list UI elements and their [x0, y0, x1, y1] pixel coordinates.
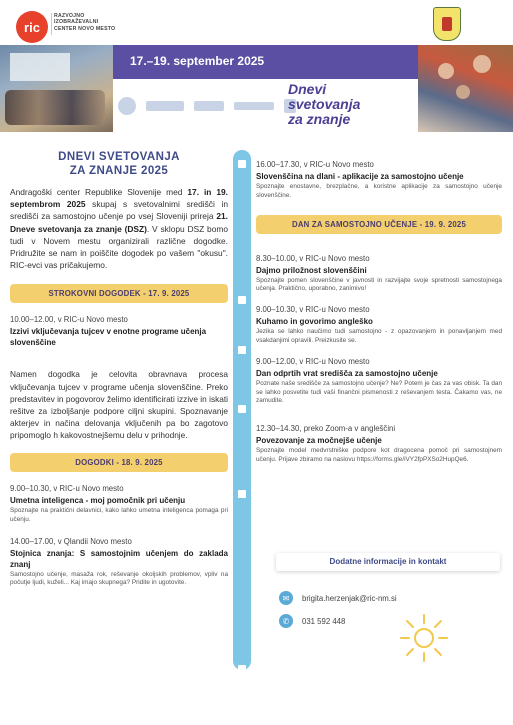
event-title: Umetna inteligenca - moj pomočnik pri učenju [10, 495, 186, 505]
page-title-line: ZA ZNANJE 2025 [69, 165, 169, 177]
header [0, 0, 513, 44]
logo-line-1: RAZVOJNO [54, 13, 85, 19]
event-title: Dajmo priložnost slovenščini [256, 265, 367, 275]
partner-logo-icon [146, 101, 184, 111]
timeline-marker [238, 665, 246, 673]
partner-logo-icon [118, 97, 136, 115]
banner-dates: 17.–19. september 2025 [130, 54, 265, 68]
contact-email-row[interactable] [279, 591, 397, 605]
event-description: Spoznajte na praktični delavnici, kako lahko umetna inteligenca pomaga pri učenju. [10, 506, 228, 523]
event-title: Kuhamo in govorimo angleško [256, 317, 373, 327]
email-icon: ✉ [279, 591, 293, 605]
intro-text-segment: skupaj s svetovalnimi središči in središči za samostojno učenje po vsej Sloveniji prireja [10, 199, 228, 222]
contact-email[interactable]: brigita.herzenjak@ric-nm.si [302, 593, 397, 603]
event-description: Samostojno učenje, masaža rok, reševanje okoljskih problemov, vpliv na počutje ljudi, kuželi... Kaj imajo skupnega? Pridite in ugotovite. [10, 570, 228, 587]
intro-text-segment: . V sklopu DSZ bomo tudi v Novem mestu organizirali različne dogodke. Pridružite se nam in poiščite dogodek po vašem "okusu". RIC-evci vas pričakujemo. [10, 223, 228, 271]
event-title: Slovenščina na dlani - aplikacije za samostojno učenje [256, 172, 464, 181]
event-time: 9.00–12.00, v RIC-u Novo mesto [256, 356, 370, 366]
intro-text-segment: 17. in 19. septembrom 2025 [10, 187, 228, 210]
left-column [10, 150, 228, 588]
intro-paragraph [10, 186, 228, 271]
banner-title-line: Dnevi [288, 81, 327, 97]
timeline-marker [238, 160, 246, 168]
partner-logo-icon [194, 101, 224, 111]
banner-title-line: za znanje [288, 111, 351, 127]
section-header-strokovni: STROKOVNI DOGODEK - 17. 9. 2025 [10, 284, 228, 303]
event-description: Namen dogodka je celovita obravnava procesa vključevanja tujcev v programe učenja slovenščine. Preko predstavitev in pogovorov želimo identificirati izzive in iskati rešitve za izboljšanje podpore ciljni skupini. Spoznavanje akterjev in načina delovanja vključenih pa bo zagotovo pripomoglo h kakovostnejšemu delu v prihodnje. [10, 369, 228, 440]
banner-title [288, 82, 410, 130]
event-time: 12.30–14.30, preko Zoom-a v angleščini [256, 424, 396, 434]
event-title: Izzivi vključevanja tujcev v enotne programe učenja slovenščine [10, 327, 207, 348]
phone-icon: ✆ [279, 614, 293, 628]
novo-mesto-crest-icon [433, 7, 461, 41]
right-column [256, 150, 502, 465]
contact-phone[interactable]: 031 592 448 [302, 616, 346, 626]
event-time: 14.00–17.00, v Qlandii Novo mesto [10, 536, 132, 546]
banner-photo-people [418, 45, 513, 132]
timeline-marker [238, 405, 246, 413]
sun-icon [398, 612, 450, 664]
event-description: Spoznajte model medvrstniške podpore kot dragocena pomoč pri samostojnem učenju. Prijave zbiramo na naslovu https://forms.gle/iVY2fpPXSo2HupQe6. [256, 447, 502, 463]
banner-photo-classroom [0, 45, 113, 132]
page-title [10, 150, 228, 178]
event-description: Spoznajte pomen slovenščine v javnosti in razvijajte svoje spretnosti samostojnega učenja. Praktično, uporabno, zanimivo! [256, 276, 502, 293]
banner-title-line: svetovanja [288, 96, 361, 112]
logo-line-3: CENTER NOVO MESTO [54, 25, 116, 32]
timeline-marker [238, 490, 246, 498]
event-title: Stojnica znanja: S samostojnim učenjem do zaklada znanj [10, 548, 228, 569]
timeline-marker [238, 346, 246, 354]
contact-header: Dodatne informacije in kontakt [276, 553, 500, 571]
intro-text-segment: 21. Dneve svetovanja za znanje (DSZ) [10, 211, 228, 234]
event-description: Poznate naše središče za samostojno učenje? Ne? Potem je čas za vas obisk. Ta dan se lahko posvetite tudi vaši finančni pismenosti z reševanjem testa. Čakamo vas, ne zamudite. [256, 379, 502, 405]
event-title: Dan odprtih vrat središča za samostojno učenje [256, 368, 438, 378]
ric-logo: ric [16, 11, 48, 43]
event-banner [0, 45, 513, 132]
partner-logo-icon [234, 102, 274, 110]
event-description: Spoznajte enostavne, brezplačne, a koristne aplikacije za samostojno učenje slovenščine. [256, 183, 502, 199]
event-time: 9.00–10.30, v RIC-u Novo mesto [10, 483, 124, 493]
logo-divider [51, 13, 52, 35]
event-time: 10.00–12.00, v RIC-u Novo mesto [10, 315, 128, 325]
event-title: Povezovanje za močnejše učenje [256, 436, 382, 446]
event-time: 16.00–17.30, v RIC-u Novo mesto [256, 160, 374, 169]
event-description: Jezika se lahko naučimo tudi samostojno - z opazovanjem in ponavljanjem med vsakdanjimi opravili. Preizkusite se. [256, 328, 502, 344]
section-header-samostojno: DAN ZA SAMOSTOJNO UČENJE - 19. 9. 2025 [256, 215, 502, 234]
contact-phone-row[interactable] [279, 614, 345, 628]
event-time: 9.00–10.30, v RIC-u Novo mesto [256, 305, 370, 315]
ric-logo-text [54, 13, 115, 32]
section-header-dogodki: DOGODKI - 18. 9. 2025 [10, 453, 228, 472]
intro-text-segment: Andragoški center Republike Slovenije med [10, 187, 188, 197]
partner-logos [118, 97, 296, 115]
logo-line-2: IZOBRAŽEVALNI [54, 19, 99, 26]
page-title-line: DNEVI SVETOVANJA [58, 151, 180, 163]
event-time: 8.30–10.00, v RIC-u Novo mesto [256, 253, 370, 263]
timeline-marker [238, 296, 246, 304]
